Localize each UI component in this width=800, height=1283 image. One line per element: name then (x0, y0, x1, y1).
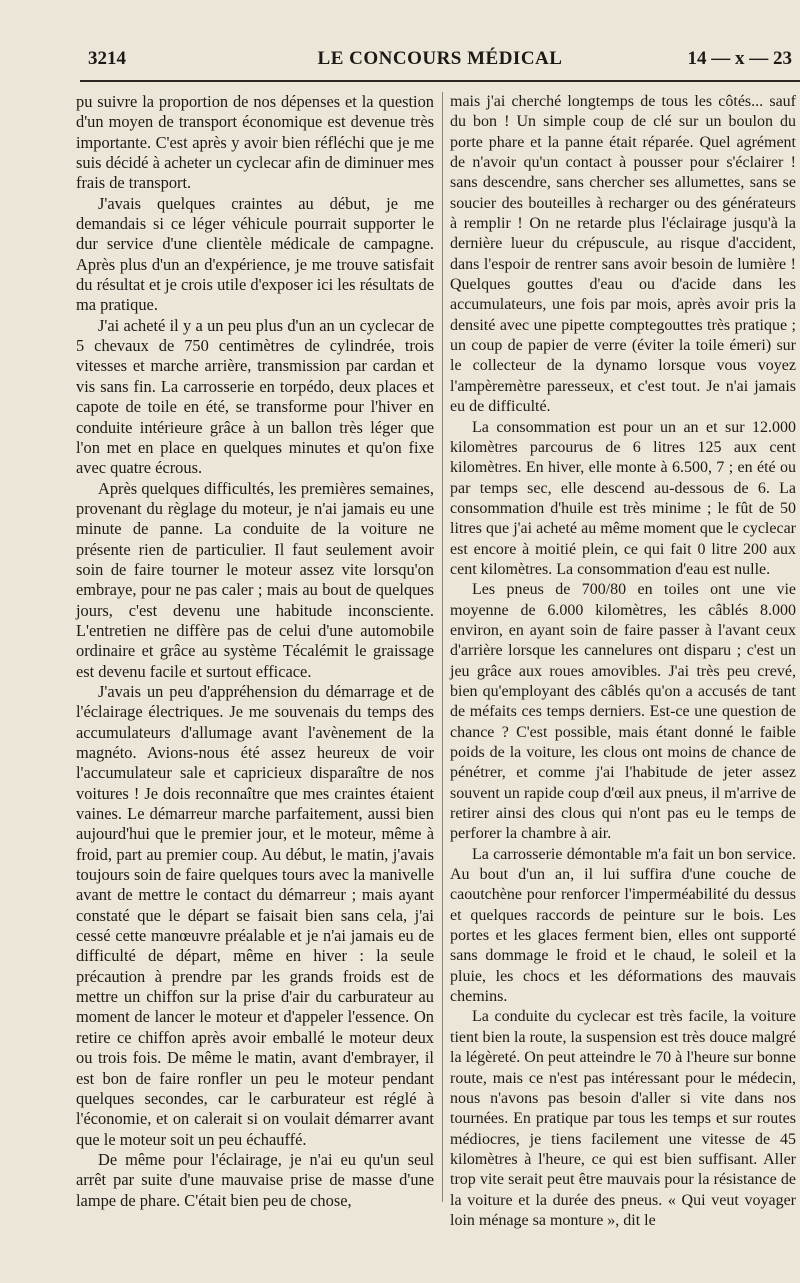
paragraph: La carrosserie démontable m'a fait un bon service. Au bout d'un an, il lui suffira d'une couche de caoutchène pour renforcer l'imperméabilité du dessus et quelques raccords de peinture sur le bois. Les portes et les glaces ferment bien, elles ont supporté sans dommage le froid et le chaud, le soleil et la pluie, les chocs et les déformations des mauvais chemins. (450, 845, 796, 1006)
paragraph: mais j'ai cherché longtemps de tous les côtés... sauf du bon ! Un simple coup de clé sur un boulon du porte phare et la panne était réparée. Quel agrément de n'avoir qu'un contact à pousser pour s'éclairer ! sans descendre, sans chercher ses allumettes, sans se soucier des bouteilles à recharger ou des générateurs à remplir ! On ne retarde plus l'éclairage jusqu'à la dernière lueur du crépuscule, au risque d'accident, dans l'espoir de rentrer sans avoir besoin de lumière ! Quelques gouttes d'eau ou d'acide dans les accumulateurs, une fois par mois, après avoir pris la densité avec une pipette comptegouttes très pratique ; un coup de papier de verre (éviter la toile émeri) sur le collecteur de la dynamo lorsque vous voyez l'ampèremètre paresseux, et c'est tout. Je n'ai jamais eu de difficulté. (450, 93, 796, 416)
running-header (88, 48, 792, 76)
paragraph: Les pneus de 700/80 en toiles ont une vie moyenne de 6.000 kilomètres, les câblés 8.000 environ, en ayant soin de faire passer à l'avant ceux d'arrière lorsque les cannelures ont disparu ; c'est un jeu grâce aux roues amovibles. J'ai très peu crevé, bien qu'employant des câblés qu'on a accusés de tant de méfaits ces temps derniers. Est-ce une question de chance ? C'est possible, mais étant donné le faible poids de la voiture, les clous ont moins de chance de pénétrer, et comme j'ai l'habitude de jeter assez souvent un rapide coup d'œil aux pneus, il m'arrive de retirer ainsi des clous qui n'ont pas eu le temps de perforer la chambre à air. (450, 581, 796, 843)
paragraph: De même pour l'éclairage, je n'ai eu qu'un seul arrêt par suite d'une mauvaise prise de masse d'une lampe de phare. C'était bien peu de chose, (76, 1149, 434, 1210)
journal-title: LE CONCOURS MÉDICAL (317, 48, 563, 69)
paragraph: J'avais quelques craintes au début, je me demandais si ce léger véhicule pourrait supporter le dur service d'une clientèle médicale de campagne. Après plus d'un an d'expérience, je me trouve satisfait du résultat et je crois utile d'exposer ici les résultats de ma pratique. (76, 193, 434, 315)
paragraph: La consommation est pour un an et sur 12.000 kilomètres parcourus de 6 litres 125 aux cent kilomètres. En hiver, elle monte à 6.500, 7 ; en été ou par temps sec, elle descend au-dessous de 6. La consommation d'huile est très minime ; le fût de 50 litres que j'ai acheté au même moment que le cyclecar est encore à moitié plein, ce qui fait 0 litre 200 aux cent kilomètres. La consommation d'eau est nulle. (450, 418, 796, 578)
paragraph: Après quelques difficultés, les premières semaines, provenant du règlage du moteur, je n'ai jamais eu une minute de panne. La conduite de la voiture ne présente rien de particulier. Il faut seulement avoir soin de faire tourner le moteur assez vite lorsqu'on embraye, pour ne pas caler ; mais au bout de quelques jours, c'est devenu une habitude inconsciente. L'entretien ne diffère pas de celui d'une automobile ordinaire et grâce au système Técalémit le graissage est devenu facile et surtout efficace. (76, 478, 434, 681)
left-column (76, 92, 434, 1211)
page-number: 3214 (88, 48, 126, 69)
paragraph: pu suivre la proportion de nos dépenses et la question d'un moyen de transport économique est devenue très importante. C'est après y avoir bien réfléchi que je me suis décidé à acheter un cyclecar afin de diminuer mes frais de transport. (76, 92, 434, 193)
paragraph: J'ai acheté il y a un peu plus d'un an un cyclecar de 5 chevaux de 750 centimètres de cylindrée, trois vitesses et marche arrière, transmission par cardan et vis sans fin. La carrosserie en torpédo, deux places et capote de toile en été, se transforme pour l'hiver en conduite intérieure grâce à un ballon très léger que l'on met en place en quelques minutes et qu'on fixe avec quatre écrous. (76, 315, 434, 478)
paragraph: J'avais un peu d'appréhension du démarrage et de l'éclairage électriques. Je me souvenais du temps des accumulateurs d'allumage avant l'avènement de la magnéto. Avions-nous été assez heureux de voir l'accumulateur sale et capricieux disparaître de nos voitures ! Je dois reconnaître que mes craintes étaient vaines. Le démarreur marche parfaitement, aussi bien aujourd'hui que le premier jour, et le moteur, même à froid, part au premier coup. Au début, le matin, j'avais toujours soin de faire quelques tours avec la manivelle avant de mettre le contact du démarreur ; mais ayant constaté que le départ se faisait bien sans cela, j'ai cessé cette manœuvre préalable et je n'ai jamais eu de difficulté de départ, même en hiver : la seule précaution à prendre par les grands froids est de mettre un chiffon sur la prise d'air du carburateur au moment de lancer le moteur et d'appeler l'essence. On retire ce chiffon après avoir emballé le moteur deux ou trois fois. De même le matin, avant d'embrayer, il est bon de faire ronfler un peu le moteur pendant quelques secondes, car le carburateur est réglé à l'économie, et on calerait si on voulait démarrer avant que le moteur soit un peu échauffé. (76, 681, 434, 1149)
paragraph: La conduite du cyclecar est très facile, la voiture tient bien la route, la suspension est très douce malgré la légèreté. On peut atteindre le 70 à l'heure sur bonne route, mais ce n'est pas intéressant pour le médecin, nous n'avons pas besoin d'aller si vite dans nos tournées. En pratique par tous les temps et sur routes médiocres, je tiens facilement une vitesse de 45 kilomètres à l'heure, ce qui est bien suffisant. Aller trop vite serait peut être mauvais pour la résistance de la voiture et la durée des pneus. « Qui veut voyager loin ménage sa monture », dit le (450, 1008, 796, 1229)
header-rule (80, 80, 800, 82)
column-divider (442, 92, 443, 1202)
issue-date: 14 — x — 23 (687, 48, 792, 69)
right-column (450, 92, 796, 1231)
